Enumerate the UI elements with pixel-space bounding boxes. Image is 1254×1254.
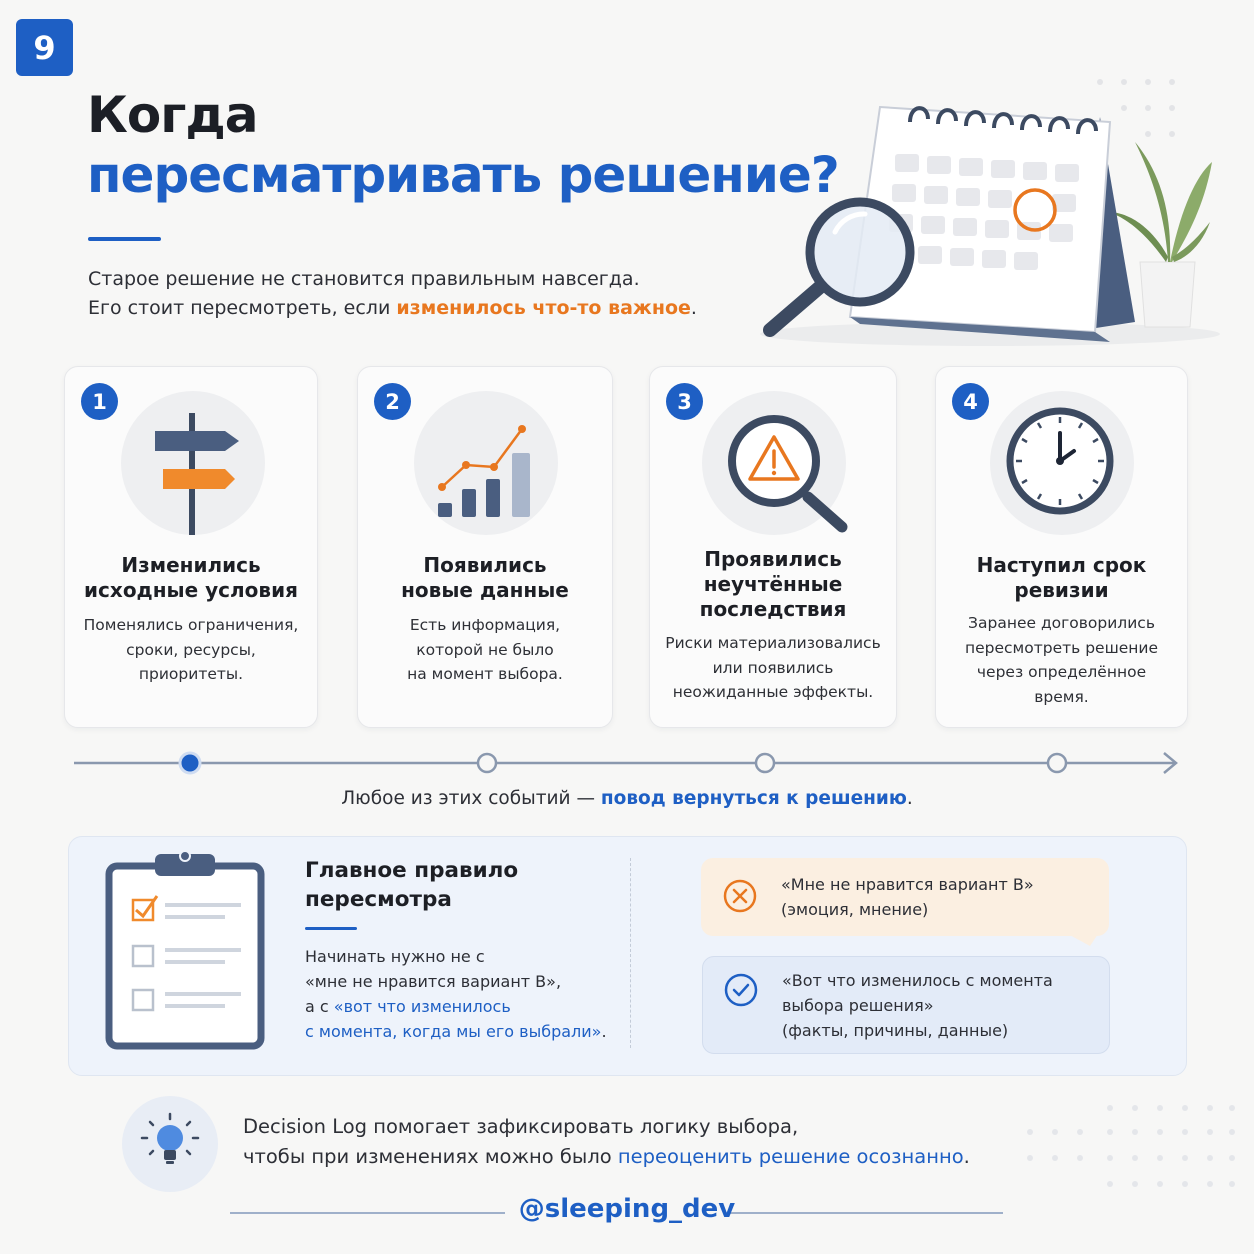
timeline-caption: Любое из этих событий — повод вернуться к решению. — [341, 788, 913, 809]
clipboard-checklist-icon — [103, 848, 269, 1054]
wrong-quote-box — [701, 858, 1109, 936]
card-1 — [64, 366, 318, 728]
divider — [630, 858, 631, 1048]
signpost-icon — [121, 391, 265, 535]
rule-title: Главное правило пересмотра — [305, 858, 519, 912]
card-title: Наступил срок ревизии — [976, 553, 1147, 602]
card-description: Поменялись ограничения, сроки, ресурсы, приоритеты. — [83, 616, 299, 683]
author-handle[interactable]: @sleeping_dev — [518, 1194, 736, 1224]
calendar-magnifier-illustration — [740, 62, 1220, 352]
card-2 — [357, 366, 613, 728]
right-quote-text: «Вот что изменилось с момента выбора решения» (факты, причины, данные) — [782, 971, 1053, 1040]
title-underline — [88, 237, 161, 241]
card-description: Заранее договорились пересмотреть решение через определённое время. — [964, 614, 1159, 706]
card-title: Проявились неучтённые последствия — [699, 547, 847, 621]
clock-icon — [990, 391, 1134, 535]
rule-underline — [305, 927, 357, 930]
check-circle-icon — [722, 971, 760, 1009]
card-description: Риски материализовались или появились неожиданные эффекты. — [665, 634, 881, 701]
warning-magnifier-icon — [702, 391, 846, 535]
speech-tail — [1068, 934, 1098, 948]
timeline-point — [1048, 754, 1066, 772]
page-number-badge: 9 — [16, 19, 73, 76]
card-description: Есть информация, которой не было на момент выбора. — [407, 616, 563, 683]
timeline-point-active — [180, 753, 200, 773]
card-number: 2 — [374, 383, 411, 420]
card-4 — [935, 366, 1188, 728]
cross-circle-icon — [721, 877, 759, 915]
page-title-line2: пересматривать решение? — [87, 146, 839, 204]
lightbulb-icon — [118, 1092, 222, 1196]
card-title: Появились новые данные — [401, 553, 569, 602]
card-number: 1 — [81, 383, 118, 420]
growth-chart-icon — [414, 391, 558, 535]
timeline-point — [478, 754, 496, 772]
wrong-quote-text: «Мне не нравится вариант В» (эмоция, мнение) — [781, 875, 1034, 919]
card-title: Изменились исходные условия — [84, 553, 298, 602]
card-number: 4 — [952, 383, 989, 420]
right-quote-box — [702, 956, 1110, 1054]
timeline-point — [756, 754, 774, 772]
timeline — [70, 748, 1184, 778]
lead-text: Старое решение не становится правильным навсегда. Его стоит пересмотреть, если изменилось что-то важное. — [88, 268, 697, 319]
page-title-line1: Когда — [87, 86, 258, 144]
card-number: 3 — [666, 383, 703, 420]
lead-highlight: изменилось что-то важное — [396, 297, 691, 319]
card-3 — [649, 366, 897, 728]
rule-body: Начинать нужно не с «мне не нравится вариант В», а с «вот что изменилось с момента, когда мы его выбрали». — [305, 947, 607, 1041]
footer-text: Decision Log помогает зафиксировать логику выбора, чтобы при изменениях можно было переоценить решение осознанно. — [243, 1115, 970, 1168]
